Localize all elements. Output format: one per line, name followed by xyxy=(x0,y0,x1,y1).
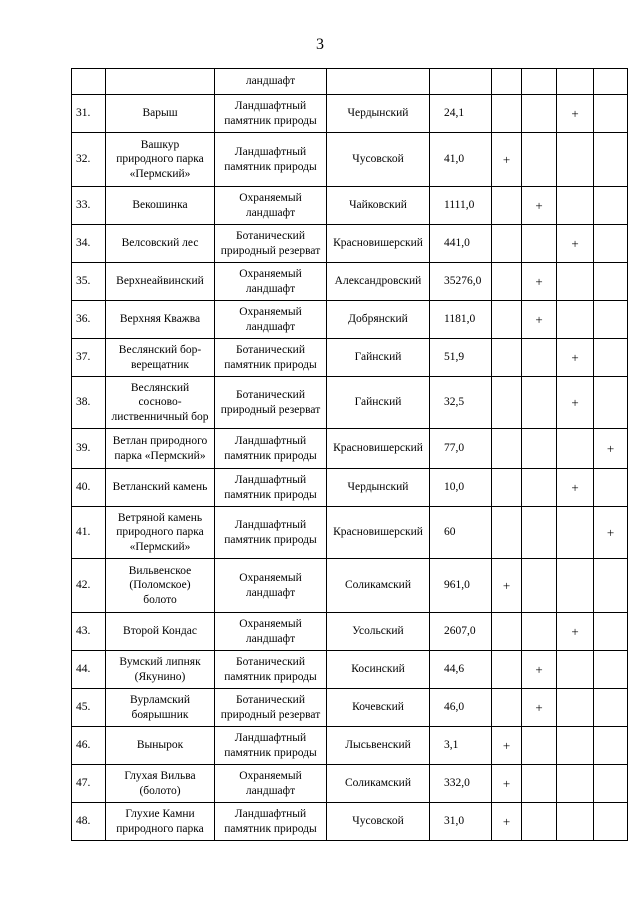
text-line: Ландшафтный xyxy=(234,519,307,532)
cell-mark: + xyxy=(492,803,522,841)
table-row xyxy=(72,507,628,559)
table-row xyxy=(72,429,628,469)
text-line: ландшафт xyxy=(245,632,296,645)
cell-name xyxy=(106,187,215,225)
cell-number: 41. xyxy=(72,507,106,559)
cell-mark: + xyxy=(492,727,522,765)
text-line: памятник природы xyxy=(224,670,317,683)
cell-category: ландшафт xyxy=(215,69,327,95)
cell-district: Чердынский xyxy=(327,95,430,133)
text-line: Вашкур xyxy=(140,139,180,152)
text-line: Охраняемый xyxy=(239,618,302,631)
text-line: Ветланский камень xyxy=(112,481,208,494)
cell-mark: + xyxy=(557,95,594,133)
cell-mark xyxy=(522,613,557,651)
cell-area: 24,1 xyxy=(430,95,492,133)
cell-empty xyxy=(492,69,522,95)
cell-mark xyxy=(594,95,628,133)
cell-mark: + xyxy=(492,133,522,187)
cell-mark: + xyxy=(557,469,594,507)
cell-mark xyxy=(522,95,557,133)
text-line: Вурламский xyxy=(130,694,190,707)
cell-district: Косинский xyxy=(327,651,430,689)
cell-empty xyxy=(72,69,106,95)
table-row xyxy=(72,469,628,507)
table-row xyxy=(72,339,628,377)
cell-category xyxy=(215,727,327,765)
cell-mark xyxy=(522,727,557,765)
text-line: верещатник xyxy=(131,358,189,371)
cell-number: 46. xyxy=(72,727,106,765)
cell-mark: + xyxy=(594,429,628,469)
cell-number: 44. xyxy=(72,651,106,689)
text-line: природный резерват xyxy=(220,244,321,257)
cell-district: Кочевский xyxy=(327,689,430,727)
cell-area: 1111,0 xyxy=(430,187,492,225)
text-line: «Пермский» xyxy=(129,540,191,553)
cell-category xyxy=(215,263,327,301)
cell-number: 35. xyxy=(72,263,106,301)
cell-empty xyxy=(557,69,594,95)
text-line: болото xyxy=(143,593,177,606)
text-line: Ландшафтный xyxy=(234,146,307,159)
cell-category xyxy=(215,377,327,429)
text-line: Велсовский лес xyxy=(121,237,199,250)
cell-mark xyxy=(492,95,522,133)
text-line: ландшафт xyxy=(245,282,296,295)
text-line: Второй Кондас xyxy=(123,625,197,638)
table-row xyxy=(72,727,628,765)
cell-mark xyxy=(557,689,594,727)
cell-mark xyxy=(492,507,522,559)
cell-category xyxy=(215,803,327,841)
text-line: «Пермский» xyxy=(129,167,191,180)
cell-mark: + xyxy=(594,507,628,559)
cell-name xyxy=(106,803,215,841)
table-body xyxy=(72,69,628,841)
cell-district: Соликамский xyxy=(327,559,430,613)
text-line: лиственничный бор xyxy=(111,410,209,423)
cell-district: Чердынский xyxy=(327,469,430,507)
cell-mark xyxy=(522,133,557,187)
text-line: памятник природы xyxy=(224,533,317,546)
cell-area: 441,0 xyxy=(430,225,492,263)
cell-category xyxy=(215,133,327,187)
cell-mark xyxy=(594,263,628,301)
cell-area: 60 xyxy=(430,507,492,559)
cell-mark xyxy=(557,803,594,841)
table-row xyxy=(72,765,628,803)
cell-name xyxy=(106,765,215,803)
text-line: Ботанический xyxy=(236,694,305,707)
cell-mark xyxy=(522,559,557,613)
text-line: памятник природы xyxy=(224,746,317,759)
table-row xyxy=(72,263,628,301)
cell-name xyxy=(106,689,215,727)
cell-number: 42. xyxy=(72,559,106,613)
cell-district: Красновишерский xyxy=(327,225,430,263)
cell-category xyxy=(215,429,327,469)
cell-name xyxy=(106,95,215,133)
cell-district: Лысьвенский xyxy=(327,727,430,765)
text-line: памятник природы xyxy=(224,449,317,462)
cell-mark xyxy=(522,507,557,559)
cell-name xyxy=(106,559,215,613)
cell-mark xyxy=(492,263,522,301)
cell-category xyxy=(215,301,327,339)
text-line: Векошинка xyxy=(132,199,188,212)
cell-mark: + xyxy=(557,339,594,377)
text-line: памятник природы xyxy=(224,114,317,127)
cell-name xyxy=(106,263,215,301)
cell-mark: + xyxy=(522,689,557,727)
cell-name xyxy=(106,469,215,507)
cell-category xyxy=(215,339,327,377)
cell-area: 35276,0 xyxy=(430,263,492,301)
text-line: Верхняя Кважва xyxy=(119,313,201,326)
cell-mark xyxy=(557,133,594,187)
cell-category xyxy=(215,689,327,727)
cell-number: 40. xyxy=(72,469,106,507)
cell-mark: + xyxy=(522,263,557,301)
cell-category xyxy=(215,469,327,507)
cell-mark xyxy=(594,377,628,429)
text-line: природного парка xyxy=(116,526,204,539)
text-line: природного парка xyxy=(116,822,204,835)
text-line: Ботанический xyxy=(236,344,305,357)
text-line: ландшафт xyxy=(245,784,296,797)
cell-mark xyxy=(492,613,522,651)
cell-area: 961,0 xyxy=(430,559,492,613)
text-line: Ветряной камень xyxy=(117,512,203,525)
cell-district: Александровский xyxy=(327,263,430,301)
cell-district: Чайковский xyxy=(327,187,430,225)
cell-district: Гайнский xyxy=(327,377,430,429)
cell-mark xyxy=(594,765,628,803)
cell-number: 48. xyxy=(72,803,106,841)
cell-empty xyxy=(594,69,628,95)
text-line: Ландшафтный xyxy=(234,474,307,487)
cell-mark xyxy=(594,727,628,765)
cell-mark xyxy=(594,469,628,507)
text-line: (Поломское) xyxy=(129,579,191,592)
cell-area: 332,0 xyxy=(430,765,492,803)
cell-mark xyxy=(492,225,522,263)
cell-mark xyxy=(594,651,628,689)
cell-mark xyxy=(522,469,557,507)
cell-mark xyxy=(594,613,628,651)
cell-category xyxy=(215,95,327,133)
cell-category xyxy=(215,613,327,651)
cell-mark: + xyxy=(557,377,594,429)
text-line: Варыш xyxy=(142,107,178,120)
cell-number: 33. xyxy=(72,187,106,225)
cell-name xyxy=(106,727,215,765)
cell-mark xyxy=(492,651,522,689)
cell-district: Добрянский xyxy=(327,301,430,339)
text-line: памятник природы xyxy=(224,358,317,371)
text-line: природный резерват xyxy=(220,403,321,416)
cell-mark: + xyxy=(522,187,557,225)
table-row xyxy=(72,613,628,651)
page-number: 3 xyxy=(316,36,324,53)
cell-mark: + xyxy=(522,301,557,339)
cell-area: 41,0 xyxy=(430,133,492,187)
text-line: Охраняемый xyxy=(239,770,302,783)
cell-mark: + xyxy=(492,765,522,803)
cell-name xyxy=(106,613,215,651)
cell-area: 46,0 xyxy=(430,689,492,727)
cell-mark: + xyxy=(492,559,522,613)
text-line: Глухие Камни xyxy=(125,808,195,821)
text-line: Вумский липняк xyxy=(119,656,201,669)
cell-mark xyxy=(492,339,522,377)
table-row xyxy=(72,803,628,841)
cell-mark xyxy=(492,301,522,339)
cell-name xyxy=(106,301,215,339)
text-line: Ветлан природного xyxy=(112,435,208,448)
text-line: боярышник xyxy=(131,708,189,721)
text-line: Охраняемый xyxy=(239,268,302,281)
cell-category xyxy=(215,225,327,263)
cell-mark xyxy=(492,469,522,507)
cell-mark: + xyxy=(522,651,557,689)
cell-number: 32. xyxy=(72,133,106,187)
cell-category xyxy=(215,507,327,559)
cell-mark xyxy=(557,727,594,765)
cell-area: 1181,0 xyxy=(430,301,492,339)
cell-name xyxy=(106,225,215,263)
cell-mark xyxy=(594,187,628,225)
cell-mark xyxy=(557,507,594,559)
text-line: Ботанический xyxy=(236,656,305,669)
cell-empty xyxy=(327,69,430,95)
cell-mark: + xyxy=(557,613,594,651)
cell-category xyxy=(215,187,327,225)
cell-name xyxy=(106,339,215,377)
cell-mark xyxy=(522,377,557,429)
cell-mark xyxy=(492,187,522,225)
cell-number: 34. xyxy=(72,225,106,263)
cell-mark xyxy=(594,803,628,841)
text-line: Ландшафтный xyxy=(234,435,307,448)
cell-district: Чусовской xyxy=(327,803,430,841)
cell-mark xyxy=(522,429,557,469)
table-row xyxy=(72,559,628,613)
cell-mark xyxy=(557,301,594,339)
text-line: памятник природы xyxy=(224,822,317,835)
table-row xyxy=(72,187,628,225)
text-line: Вынырок xyxy=(136,739,184,752)
cell-mark xyxy=(492,689,522,727)
cell-mark xyxy=(594,689,628,727)
cell-mark xyxy=(522,765,557,803)
cell-number: 45. xyxy=(72,689,106,727)
cell-empty xyxy=(106,69,215,95)
text-line: Ландшафтный xyxy=(234,808,307,821)
text-line: Ботанический xyxy=(236,389,305,402)
text-line: памятник природы xyxy=(224,160,317,173)
cell-mark xyxy=(522,803,557,841)
table-row xyxy=(72,301,628,339)
cell-category xyxy=(215,765,327,803)
cell-mark xyxy=(557,651,594,689)
cell-mark xyxy=(557,559,594,613)
table-row xyxy=(72,689,628,727)
text-line: Охраняемый xyxy=(239,192,302,205)
text-line: ландшафт xyxy=(245,586,296,599)
text-line: Ландшафтный xyxy=(234,732,307,745)
cell-mark xyxy=(522,339,557,377)
cell-number: 38. xyxy=(72,377,106,429)
text-line: Охраняемый xyxy=(239,306,302,319)
table-row xyxy=(72,95,628,133)
cell-area: 77,0 xyxy=(430,429,492,469)
cell-mark xyxy=(557,187,594,225)
text-line: Вильвенское xyxy=(128,565,192,578)
cell-mark xyxy=(492,377,522,429)
cell-mark xyxy=(557,429,594,469)
text-line: Глухая Вильва xyxy=(124,770,196,783)
table-row xyxy=(72,133,628,187)
text-line: памятник природы xyxy=(224,488,317,501)
cell-area: 10,0 xyxy=(430,469,492,507)
cell-mark xyxy=(557,765,594,803)
text-line: ландшафт xyxy=(245,206,296,219)
cell-mark xyxy=(492,429,522,469)
cell-empty xyxy=(430,69,492,95)
text-line: Верхнеайвинский xyxy=(116,275,204,288)
cell-area: 2607,0 xyxy=(430,613,492,651)
cell-district: Красновишерский xyxy=(327,429,430,469)
text-line: (Якунино) xyxy=(134,670,186,683)
cell-category xyxy=(215,651,327,689)
cell-area: 3,1 xyxy=(430,727,492,765)
cell-mark xyxy=(557,263,594,301)
cell-number: 37. xyxy=(72,339,106,377)
cell-number: 36. xyxy=(72,301,106,339)
text-line: парка «Пермский» xyxy=(114,449,206,462)
cell-district: Усольский xyxy=(327,613,430,651)
text-line: природный резерват xyxy=(220,708,321,721)
cell-district: Чусовской xyxy=(327,133,430,187)
cell-category xyxy=(215,559,327,613)
text-line: Охраняемый xyxy=(239,572,302,585)
protected-areas-table xyxy=(71,68,628,841)
text-line: Ботанический xyxy=(236,230,305,243)
cell-area: 32,5 xyxy=(430,377,492,429)
text-line: Веслянский бор- xyxy=(118,344,202,357)
cell-name xyxy=(106,429,215,469)
text-line: ландшафт xyxy=(245,320,296,333)
cell-district: Гайнский xyxy=(327,339,430,377)
cell-area: 31,0 xyxy=(430,803,492,841)
table-row xyxy=(72,377,628,429)
cell-number: 31. xyxy=(72,95,106,133)
cell-area: 44,6 xyxy=(430,651,492,689)
cell-name xyxy=(106,651,215,689)
text-line: природного парка xyxy=(116,153,204,166)
cell-area: 51,9 xyxy=(430,339,492,377)
cell-mark xyxy=(594,559,628,613)
continuation-row xyxy=(72,69,628,95)
cell-number: 47. xyxy=(72,765,106,803)
cell-mark xyxy=(594,133,628,187)
cell-empty xyxy=(522,69,557,95)
cell-mark xyxy=(594,301,628,339)
cell-name xyxy=(106,133,215,187)
table-row xyxy=(72,225,628,263)
text-line: (болото) xyxy=(139,784,181,797)
cell-mark xyxy=(522,225,557,263)
cell-name xyxy=(106,507,215,559)
cell-number: 43. xyxy=(72,613,106,651)
text-line: Ландшафтный xyxy=(234,100,307,113)
cell-mark xyxy=(594,339,628,377)
cell-name xyxy=(106,377,215,429)
cell-number: 39. xyxy=(72,429,106,469)
table-row xyxy=(72,651,628,689)
cell-mark: + xyxy=(557,225,594,263)
cell-mark xyxy=(594,225,628,263)
cell-district: Соликамский xyxy=(327,765,430,803)
text-line: Веслянский xyxy=(130,382,190,395)
cell-district: Красновишерский xyxy=(327,507,430,559)
text-line: сосново- xyxy=(138,396,182,409)
